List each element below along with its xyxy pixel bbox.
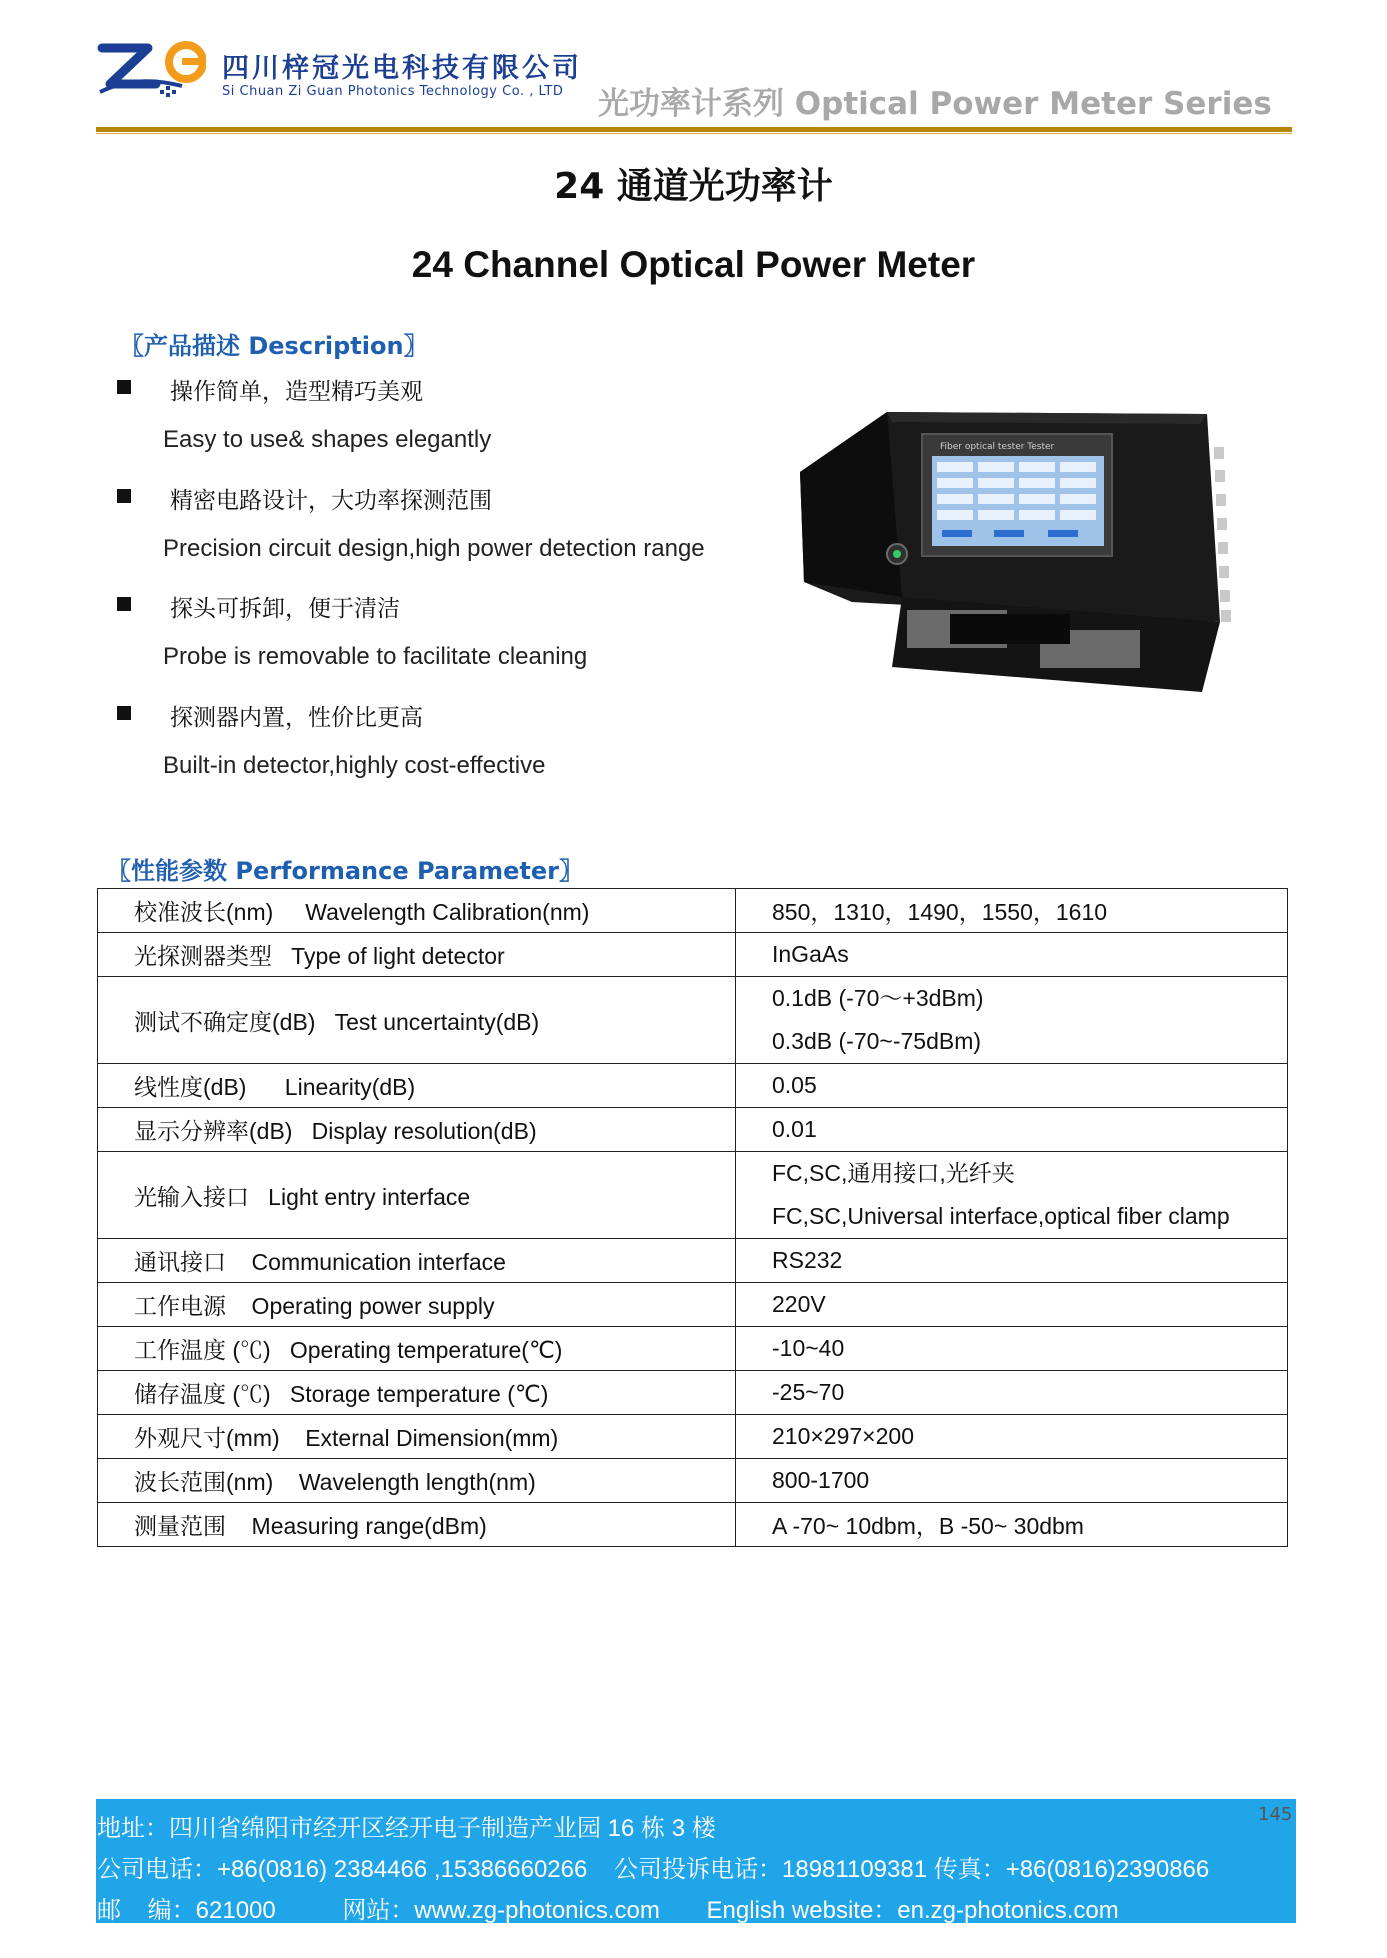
table-row bbox=[98, 1503, 1288, 1547]
table-row bbox=[98, 977, 1288, 1064]
param-value: 220V bbox=[736, 1283, 1288, 1327]
description-item-cn: 探头可拆卸，便于清洁 bbox=[170, 596, 400, 622]
table-row bbox=[98, 933, 1288, 977]
product-photo bbox=[782, 352, 1262, 704]
table-row bbox=[98, 1459, 1288, 1503]
description-item-en: Built-in detector,highly cost-effective bbox=[163, 752, 546, 779]
device-screen-title: Fiber optical tester Tester bbox=[940, 442, 1055, 452]
param-label: 光探测器类型 Type of light detector bbox=[98, 933, 736, 977]
footer-phone: 公司电话：+86(0816) 2384466 ,15386660266 公司投诉电话：18981109381 传真：+86(0816)2390866 bbox=[97, 1856, 1210, 1883]
performance-heading: 〖性能参数 Performance Parameter〗 bbox=[107, 857, 584, 885]
bullet-icon bbox=[117, 489, 131, 503]
company-name-en: Si Chuan Zi Guan Photonics Technology Co. , LTD bbox=[222, 84, 564, 99]
description-item-en: Easy to use& shapes elegantly bbox=[163, 426, 492, 453]
description-item-cn: 探测器内置，性价比更高 bbox=[170, 705, 423, 731]
param-value bbox=[736, 1152, 1288, 1239]
param-value: 0.05 bbox=[736, 1064, 1288, 1108]
param-label: 工作温度 (℃) Operating temperature(℃) bbox=[98, 1327, 736, 1371]
param-label: 工作电源 Operating power supply bbox=[98, 1283, 736, 1327]
param-value: A -70~ 10dbm，B -50~ 30dbm bbox=[736, 1503, 1288, 1547]
param-value: 0.01 bbox=[736, 1108, 1288, 1152]
param-label: 显示分辨率(dB) Display resolution(dB) bbox=[98, 1108, 736, 1152]
parameter-table bbox=[97, 888, 1288, 1547]
table-row bbox=[98, 1283, 1288, 1327]
bullet-icon bbox=[117, 597, 131, 611]
description-heading: 〖产品描述 Description〗 bbox=[120, 332, 428, 360]
param-label: 通讯接口 Communication interface bbox=[98, 1239, 736, 1283]
param-value-line: FC,SC,通用接口,光纤夹 bbox=[772, 1160, 1015, 1186]
table-row bbox=[98, 1239, 1288, 1283]
table-row bbox=[98, 1371, 1288, 1415]
table-row bbox=[98, 1108, 1288, 1152]
footer-address: 地址：四川省绵阳市经开区经开电子制造产业园 16 栋 3 楼 bbox=[97, 1815, 716, 1842]
param-label: 校准波长(nm) Wavelength Calibration(nm) bbox=[98, 889, 736, 933]
description-item-cn: 操作简单，造型精巧美观 bbox=[170, 379, 423, 405]
param-value: 800-1700 bbox=[736, 1459, 1288, 1503]
table-row bbox=[98, 1064, 1288, 1108]
param-label: 线性度(dB) Linearity(dB) bbox=[98, 1064, 736, 1108]
param-value-line: 0.3dB (-70~-75dBm) bbox=[772, 1028, 982, 1054]
footer-postcode-website: 邮 编：621000 网站：www.zg-photonics.com English website：en.zg-photonics.com bbox=[97, 1897, 1119, 1924]
table-row bbox=[98, 1152, 1288, 1239]
table-row bbox=[98, 1327, 1288, 1371]
description-item-cn: 精密电路设计，大功率探测范围 bbox=[170, 488, 492, 514]
description-item-en: Probe is removable to facilitate cleaning bbox=[163, 643, 588, 670]
param-label: 储存温度 (℃) Storage temperature (℃) bbox=[98, 1371, 736, 1415]
param-label: 测量范围 Measuring range(dBm) bbox=[98, 1503, 736, 1547]
company-logo bbox=[96, 40, 206, 100]
bullet-icon bbox=[117, 380, 131, 394]
param-value: -25~70 bbox=[736, 1371, 1288, 1415]
description-item-en: Precision circuit design,high power detection range bbox=[163, 535, 705, 562]
param-label: 外观尺寸(mm) External Dimension(mm) bbox=[98, 1415, 736, 1459]
param-value-line: FC,SC,Universal interface,optical fiber clamp bbox=[772, 1203, 1230, 1229]
table-row bbox=[98, 889, 1288, 933]
param-value bbox=[736, 977, 1288, 1064]
company-name-cn: 四川梓冠光电科技有限公司 bbox=[222, 53, 582, 84]
param-label: 波长范围(nm) Wavelength length(nm) bbox=[98, 1459, 736, 1503]
table-row bbox=[98, 1415, 1288, 1459]
header-divider-thin bbox=[96, 133, 1292, 134]
bullet-icon bbox=[117, 706, 131, 720]
param-label: 测试不确定度(dB) Test uncertainty(dB) bbox=[98, 977, 736, 1064]
page-title-cn: 24 通道光功率计 bbox=[554, 166, 833, 207]
page-number: 145 bbox=[1258, 1804, 1293, 1825]
param-value: InGaAs bbox=[736, 933, 1288, 977]
header-divider bbox=[96, 127, 1292, 132]
param-value: -10~40 bbox=[736, 1327, 1288, 1371]
param-value: 210×297×200 bbox=[736, 1415, 1288, 1459]
param-value: 850，1310，1490，1550，1610 bbox=[736, 889, 1288, 933]
series-title: 光功率计系列 Optical Power Meter Series bbox=[598, 86, 1272, 122]
param-label: 光输入接口 Light entry interface bbox=[98, 1152, 736, 1239]
page-title-en: 24 Channel Optical Power Meter bbox=[411, 244, 976, 285]
param-value-line: 0.1dB (-70～+3dBm) bbox=[772, 985, 984, 1011]
param-value: RS232 bbox=[736, 1239, 1288, 1283]
